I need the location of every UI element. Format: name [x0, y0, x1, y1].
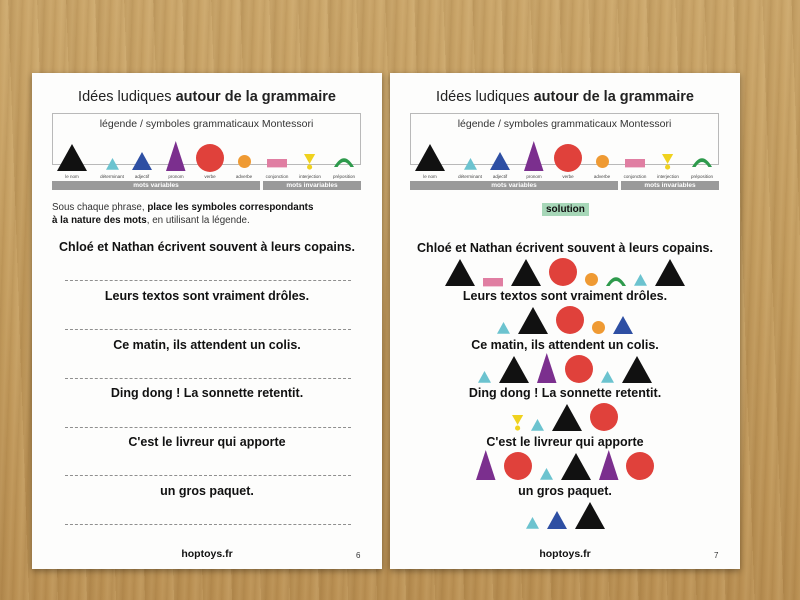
determinant-symbol-icon — [497, 322, 510, 334]
title-plain: Idées ludiques — [436, 89, 534, 105]
solution-sentence: Ce matin, ils attendent un colis. — [471, 338, 659, 352]
pronom-symbol-icon — [537, 353, 557, 383]
determinant-symbol-icon — [526, 517, 539, 529]
title-bold: autour de la grammaire — [175, 89, 336, 105]
conjonction-symbol-icon — [625, 159, 645, 167]
conjonction-symbol-icon — [267, 159, 287, 167]
interjection-symbol-icon — [512, 415, 523, 431]
verbe-symbol-icon — [554, 144, 582, 172]
verbe-symbol-icon — [565, 355, 593, 383]
legend-caption: légende / symboles grammaticaux Montessori — [457, 118, 672, 130]
legend-label-pronom: pronom — [526, 174, 542, 179]
pronom-symbol-icon — [599, 450, 619, 480]
legend-label-determinant: déterminant — [458, 174, 482, 179]
determinant-symbol-icon — [478, 371, 491, 383]
instruction-plain: , en utilisant la légende. — [146, 214, 250, 226]
legend-bar-variables: mots variables — [410, 181, 618, 190]
answer-line[interactable] — [65, 280, 351, 281]
pronom-symbol-icon — [166, 141, 186, 171]
legend-label-verbe: verbe — [204, 174, 216, 179]
legend-label-adverbe: adverbe — [235, 174, 253, 179]
legend-label-adverbe: adverbe — [593, 174, 611, 179]
answer-line[interactable] — [65, 524, 351, 525]
exercise-sentence: un gros paquet. — [160, 484, 254, 498]
adverbe-symbol-icon — [238, 155, 251, 168]
determinant-symbol-icon — [634, 274, 647, 286]
answer-line[interactable] — [65, 475, 351, 476]
solution-sentence: C'est le livreur qui apporte — [486, 435, 644, 449]
legend-label-preposition: préposition — [332, 174, 356, 179]
adjectif-symbol-icon — [613, 316, 633, 334]
pronom-symbol-icon — [476, 450, 496, 480]
exercise-sentence: Ding dong ! La sonnette retentit. — [110, 386, 304, 400]
solution-sentence: Leurs textos sont vraiment drôles. — [462, 289, 668, 303]
nom-symbol-icon — [575, 502, 605, 529]
page-title — [390, 89, 740, 105]
determinant-symbol-icon — [464, 158, 477, 170]
legend-label-adjectif: adjectif — [492, 174, 508, 179]
page-title — [32, 89, 382, 105]
exercise-sentence: C'est le livreur qui apporte — [128, 435, 286, 449]
exercise-sentence: Ce matin, ils attendent un colis. — [113, 338, 301, 352]
solution-badge: solution — [542, 203, 589, 216]
determinant-symbol-icon — [531, 419, 544, 431]
verbe-symbol-icon — [549, 258, 577, 286]
page-number: 6 — [356, 551, 361, 560]
solution-sentence: un gros paquet. — [518, 484, 612, 498]
exercise-sentence: Leurs textos sont vraiment drôles. — [104, 289, 310, 303]
legend-label-adjectif: adjectif — [134, 174, 150, 179]
nom-symbol-icon — [552, 404, 582, 431]
instruction-bold: place les symboles correspondants — [147, 202, 314, 213]
legend-label-determinant: déterminant — [100, 174, 124, 179]
pronom-symbol-icon — [524, 141, 544, 171]
adjectif-symbol-icon — [490, 152, 510, 170]
verbe-symbol-icon — [590, 403, 618, 431]
legend-label-conjonction: conjonction — [265, 174, 289, 179]
nom-symbol-icon — [518, 307, 548, 334]
nom-symbol-icon — [622, 356, 652, 383]
exercise-sentence: Chloé et Nathan écrivent souvent à leurs copains. — [59, 240, 355, 254]
instruction-bold: à la nature des mots — [52, 214, 147, 226]
legend-label-verbe: verbe — [562, 174, 574, 179]
instruction-text — [52, 202, 372, 227]
worksheet-page-7-solution — [390, 73, 740, 569]
legend-label-interjection: interjection — [299, 174, 321, 179]
verbe-symbol-icon — [196, 144, 224, 172]
adjectif-symbol-icon — [547, 511, 567, 529]
answer-line[interactable] — [65, 329, 351, 330]
legend-label-interjection: interjection — [657, 174, 679, 179]
answer-line[interactable] — [65, 378, 351, 379]
preposition-symbol-icon — [334, 156, 354, 167]
title-plain: Idées ludiques — [78, 89, 176, 105]
legend-bar-invariables: mots invariables — [263, 181, 361, 190]
adverbe-symbol-icon — [592, 321, 605, 334]
legend-label-nom: le nom — [65, 174, 79, 179]
footer-brand: hoptoys.fr — [539, 548, 591, 560]
nom-symbol-icon — [415, 144, 445, 171]
answer-line[interactable] — [65, 427, 351, 428]
instruction-plain: Sous chaque phrase, — [52, 202, 148, 213]
nom-symbol-icon — [445, 259, 475, 286]
verbe-symbol-icon — [556, 306, 584, 334]
legend-bar-invariables: mots invariables — [621, 181, 719, 190]
interjection-symbol-icon — [304, 154, 315, 170]
legend-label-preposition: préposition — [690, 174, 714, 179]
worksheet-page-6 — [32, 73, 382, 569]
conjonction-symbol-icon — [483, 278, 503, 286]
determinant-symbol-icon — [106, 158, 119, 170]
page-number: 7 — [714, 551, 719, 560]
adjectif-symbol-icon — [132, 152, 152, 170]
legend-label-pronom: pronom — [168, 174, 184, 179]
preposition-symbol-icon — [692, 156, 712, 167]
title-bold: autour de la grammaire — [533, 89, 694, 105]
determinant-symbol-icon — [601, 371, 614, 383]
verbe-symbol-icon — [504, 452, 532, 480]
preposition-symbol-icon — [606, 275, 626, 286]
nom-symbol-icon — [561, 453, 591, 480]
adverbe-symbol-icon — [596, 155, 609, 168]
legend-label-conjonction: conjonction — [623, 174, 647, 179]
nom-symbol-icon — [655, 259, 685, 286]
nom-symbol-icon — [499, 356, 529, 383]
solution-sentence: Ding dong ! La sonnette retentit. — [468, 386, 662, 400]
legend-bar-variables: mots variables — [52, 181, 260, 190]
determinant-symbol-icon — [540, 468, 553, 480]
verbe-symbol-icon — [626, 452, 654, 480]
legend-label-nom: le nom — [423, 174, 437, 179]
legend-caption: légende / symboles grammaticaux Montessori — [99, 118, 314, 130]
interjection-symbol-icon — [662, 154, 673, 170]
nom-symbol-icon — [57, 144, 87, 171]
solution-sentence: Chloé et Nathan écrivent souvent à leurs copains. — [417, 241, 713, 255]
adverbe-symbol-icon — [585, 273, 598, 286]
footer-brand: hoptoys.fr — [181, 548, 233, 560]
nom-symbol-icon — [511, 259, 541, 286]
